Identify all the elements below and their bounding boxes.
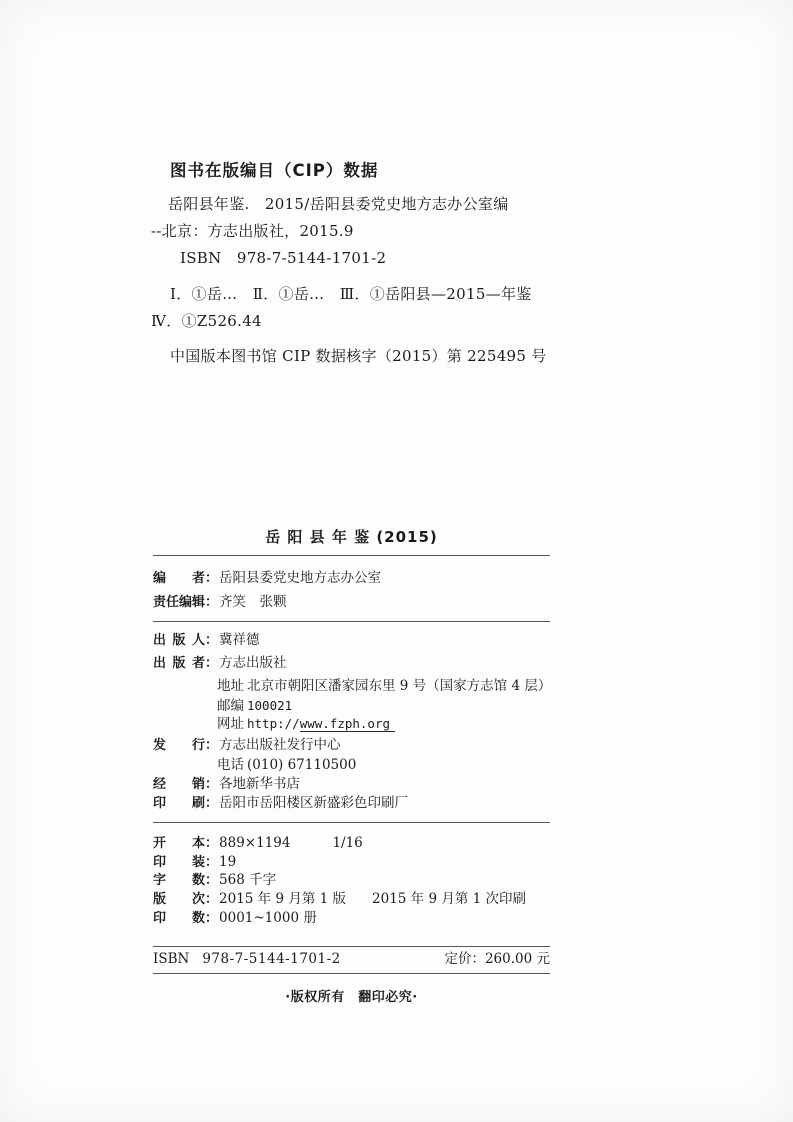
distributor-label: 发行 [153, 738, 205, 753]
address-value: 北京市朝阳区潘家园东里 9 号（国家方志馆 4 层） [247, 678, 552, 694]
sales-colon: ： [205, 777, 219, 792]
divider-4 [153, 946, 550, 947]
managing-editor-label: 责任编辑 [153, 595, 206, 610]
edition-label: 版次 [153, 892, 205, 907]
copyright-notice: ·版权所有 翻印必究· [285, 990, 418, 1005]
publisher-person-label: 出版人 [153, 633, 205, 648]
address-row [153, 679, 614, 695]
binding-value: 19 [219, 854, 237, 870]
editor-row [153, 571, 550, 587]
printer-label: 印刷 [153, 796, 205, 811]
publisher-person-value: 冀祥德 [219, 632, 260, 648]
divider-3 [153, 822, 550, 823]
isbn-label: ISBN [153, 951, 190, 967]
cip-isbn-line: ISBN 978-7-5144-1701-2 [180, 249, 387, 267]
cip-classification-line-1: Ⅰ．①岳… Ⅱ．①岳… Ⅲ．①岳阳县—2015—年鉴 [170, 285, 532, 303]
managing-editor-row [153, 595, 550, 611]
editor-colon: ： [205, 571, 219, 586]
format-colon: ： [205, 836, 219, 851]
sales-row [153, 777, 550, 793]
print-run-row [153, 911, 550, 927]
isbn-value: 978-7-5144-1701-2 [202, 951, 341, 967]
divider-5 [153, 973, 550, 974]
printer-value: 岳阳市岳阳楼区新盛彩色印刷厂 [219, 795, 409, 811]
isbn-price-row [153, 952, 550, 968]
price-value: 260.00 元 [484, 951, 550, 967]
price-label: 定价 [444, 951, 472, 967]
cip-description-line-2: --北京：方志出版社，2015.9 [151, 222, 354, 240]
managing-editor-colon: ： [205, 595, 219, 610]
postcode-label: 邮编 [217, 698, 244, 714]
price-group [444, 952, 550, 968]
distributor-row [153, 738, 550, 754]
publisher-row [153, 656, 550, 672]
printer-row [153, 796, 550, 812]
postcode-row [153, 699, 614, 715]
print-run-value: 0001~1000 册 [219, 910, 317, 926]
sales-value: 各地新华书店 [219, 776, 301, 792]
website-prefix: http:// [247, 716, 300, 731]
postcode-value: 100021 [247, 698, 293, 713]
address-label: 地址 [217, 678, 244, 694]
word-count-row [153, 873, 550, 889]
sales-label: 经销 [153, 777, 205, 792]
print-run-colon: ： [205, 911, 219, 926]
website-url: www.fzph.org [300, 716, 395, 732]
binding-colon: ： [205, 855, 219, 870]
distributor-colon: ： [205, 738, 219, 753]
phone-value: (010) 67110500 [247, 757, 357, 773]
publisher-colon: ： [205, 656, 219, 671]
edition-colon: ： [205, 892, 219, 907]
word-count-colon: ： [205, 873, 219, 888]
cip-heading: 图书在版编目（CIP）数据 [170, 161, 379, 180]
publisher-label: 出版者 [153, 656, 205, 671]
phone-row [153, 758, 614, 774]
phone-label: 电话 [217, 757, 244, 773]
format-value-2: 1/16 [332, 835, 363, 851]
cip-description-line-1: 岳阳县年鉴. 2015/岳阳县委党史地方志办公室编 [168, 195, 509, 213]
website-label: 网址 [217, 716, 244, 732]
word-count-label: 字数 [153, 873, 205, 888]
format-label: 开本 [153, 836, 205, 851]
publisher-person-row [153, 633, 550, 649]
editor-label: 编者 [153, 571, 205, 586]
distributor-value: 方志出版社发行中心 [219, 737, 341, 753]
book-title: 岳 阳 县 年 鉴 (2015) [265, 528, 438, 546]
cip-registration-line: 中国版本图书馆 CIP 数据核字（2015）第 225495 号 [170, 347, 547, 365]
divider-2 [153, 621, 550, 622]
price-colon: ： [471, 951, 485, 967]
word-count-value: 568 千字 [219, 872, 277, 888]
cip-classification-line-2: Ⅳ．①Z526.44 [151, 312, 262, 330]
managing-editor-value: 齐笑 张颗 [219, 594, 287, 610]
editor-value: 岳阳县委党史地方志办公室 [219, 570, 382, 586]
edition-value: 2015 年 9 月第 1 版 [219, 891, 347, 907]
publisher-value: 方志出版社 [219, 655, 287, 671]
printer-colon: ： [205, 796, 219, 811]
divider-1 [153, 555, 550, 556]
publisher-person-colon: ： [205, 633, 219, 648]
colophon [153, 0, 550, 1122]
format-value: 889×1194 [219, 835, 291, 851]
website-row [153, 717, 614, 733]
binding-label: 印装 [153, 855, 205, 870]
format-row [153, 836, 550, 852]
binding-row [153, 855, 550, 871]
edition-row [153, 892, 550, 908]
print-run-label: 印数 [153, 911, 205, 926]
edition-value-2: 2015 年 9 月第 1 次印刷 [372, 891, 527, 907]
